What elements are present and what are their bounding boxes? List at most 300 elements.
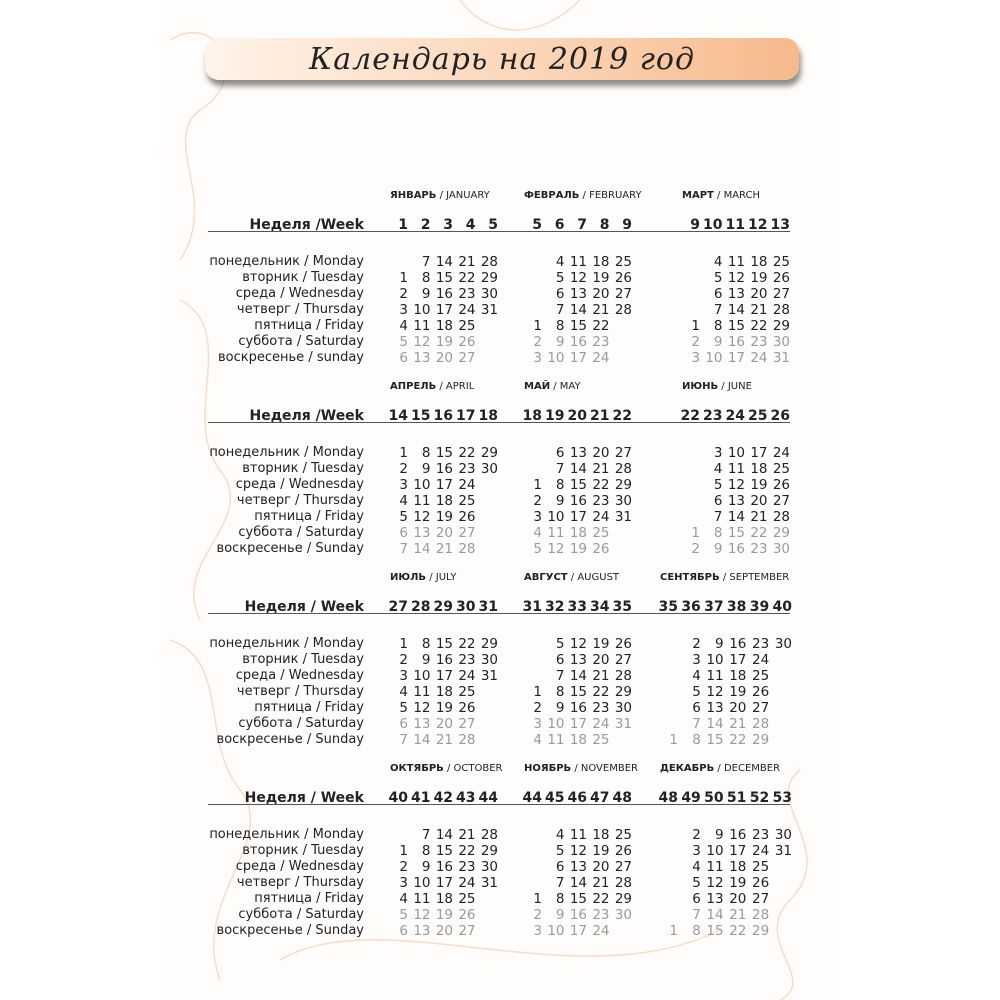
week-number: 48 xyxy=(658,790,678,806)
day-number: 16 xyxy=(569,907,587,923)
day-number: 11 xyxy=(547,732,565,748)
day-number: 3 xyxy=(533,350,542,366)
day-number: 13 xyxy=(413,716,431,732)
weekday-label: пятница / Friday xyxy=(254,700,364,715)
week-number: 32 xyxy=(545,599,565,615)
day-number: 22 xyxy=(729,923,747,939)
day-number: 23 xyxy=(752,827,770,843)
day-number: 15 xyxy=(569,684,587,700)
day-number: 26 xyxy=(592,541,610,557)
day-number: 15 xyxy=(435,270,453,286)
day-number: 11 xyxy=(413,684,431,700)
day-number: 15 xyxy=(706,732,724,748)
day-number: 30 xyxy=(614,907,632,923)
day-number: 18 xyxy=(750,461,768,477)
week-number: 36 xyxy=(681,599,701,615)
day-number: 12 xyxy=(413,509,431,525)
day-number: 7 xyxy=(555,302,565,318)
week-number: 50 xyxy=(704,790,724,806)
day-number: 17 xyxy=(569,509,587,525)
week-number: 27 xyxy=(388,599,408,615)
day-number: 7 xyxy=(399,732,408,748)
day-number: 17 xyxy=(569,350,587,366)
day-number: 1 xyxy=(533,318,542,334)
day-number: 23 xyxy=(458,461,476,477)
week-number: 53 xyxy=(772,790,792,806)
day-number: 21 xyxy=(458,827,476,843)
day-number: 6 xyxy=(399,525,408,541)
day-number: 6 xyxy=(692,891,701,907)
day-number: 14 xyxy=(435,254,453,270)
week-number: 2 xyxy=(420,217,431,233)
month-name-en: / MAY xyxy=(550,381,581,392)
day-number: 21 xyxy=(750,509,768,525)
day-number: 2 xyxy=(399,286,408,302)
month-name-en: / JANUARY xyxy=(436,190,490,201)
day-number: 4 xyxy=(713,254,723,270)
day-number: 10 xyxy=(413,668,431,684)
day-number: 20 xyxy=(592,286,610,302)
weekday-label: понедельник / Monday xyxy=(209,636,364,651)
week-number: 44 xyxy=(522,790,542,806)
day-number: 13 xyxy=(569,286,587,302)
week-number: 18 xyxy=(522,408,542,424)
day-number: 23 xyxy=(458,859,476,875)
day-number: 23 xyxy=(592,700,610,716)
day-number: 7 xyxy=(421,827,431,843)
day-number: 7 xyxy=(555,668,565,684)
day-number: 10 xyxy=(547,923,565,939)
day-number: 4 xyxy=(399,318,408,334)
day-number: 20 xyxy=(435,525,453,541)
day-number: 11 xyxy=(706,859,724,875)
day-number: 1 xyxy=(533,477,542,493)
day-number: 16 xyxy=(569,493,587,509)
day-number: 21 xyxy=(729,907,747,923)
day-number: 14 xyxy=(569,875,587,891)
day-number: 9 xyxy=(715,636,724,652)
day-number: 25 xyxy=(458,493,476,509)
week-number: 12 xyxy=(748,217,768,233)
day-number: 13 xyxy=(413,923,431,939)
week-number: 9 xyxy=(622,217,632,233)
weekday-label: среда / Wednesday xyxy=(235,477,364,492)
day-number: 15 xyxy=(435,636,453,652)
day-number: 4 xyxy=(399,684,408,700)
day-number: 24 xyxy=(752,652,770,668)
month-name-en: / SEPTEMBER xyxy=(719,572,790,583)
day-number: 3 xyxy=(691,350,700,366)
day-number: 24 xyxy=(592,923,610,939)
day-number: 17 xyxy=(729,652,747,668)
day-number: 9 xyxy=(713,334,723,350)
day-number: 12 xyxy=(727,270,745,286)
day-number: 5 xyxy=(399,334,408,350)
week-number: 30 xyxy=(456,599,476,615)
day-number: 18 xyxy=(569,525,587,541)
week-number: 24 xyxy=(725,408,745,424)
day-number: 28 xyxy=(752,716,770,732)
day-number: 16 xyxy=(435,461,453,477)
day-number: 6 xyxy=(555,286,565,302)
day-number: 25 xyxy=(752,859,770,875)
day-number: 29 xyxy=(772,318,790,334)
day-number: 9 xyxy=(555,493,565,509)
day-number: 20 xyxy=(592,859,610,875)
day-number: 4 xyxy=(533,732,542,748)
day-number: 12 xyxy=(569,636,587,652)
day-number: 16 xyxy=(435,652,453,668)
day-number: 12 xyxy=(413,700,431,716)
month-name-ru: НОЯБРЬ xyxy=(524,763,572,774)
day-number: 14 xyxy=(706,907,724,923)
day-number: 9 xyxy=(713,541,723,557)
day-number: 19 xyxy=(592,270,610,286)
month-title xyxy=(660,763,780,774)
day-number: 3 xyxy=(533,509,542,525)
day-number: 10 xyxy=(547,509,565,525)
day-number: 7 xyxy=(555,875,565,891)
day-number: 9 xyxy=(555,700,565,716)
day-number: 25 xyxy=(614,254,632,270)
day-number: 20 xyxy=(750,286,768,302)
day-number: 2 xyxy=(692,827,701,843)
day-number: 20 xyxy=(729,891,747,907)
day-number: 2 xyxy=(533,700,542,716)
day-number: 28 xyxy=(480,827,498,843)
day-number: 29 xyxy=(614,891,632,907)
week-number: 25 xyxy=(748,408,768,424)
day-number: 18 xyxy=(435,891,453,907)
weekday-label: вторник / Tuesday xyxy=(242,843,364,858)
month-name-ru: ИЮЛЬ xyxy=(390,572,427,583)
day-number: 13 xyxy=(569,652,587,668)
month-name-ru: СЕНТЯБРЬ xyxy=(660,572,720,583)
week-number: 38 xyxy=(726,599,747,615)
day-number: 16 xyxy=(435,859,453,875)
day-number: 22 xyxy=(592,318,610,334)
day-number: 1 xyxy=(533,684,542,700)
day-number: 17 xyxy=(435,875,453,891)
week-number: 48 xyxy=(612,790,632,806)
day-number: 19 xyxy=(750,477,768,493)
day-number: 7 xyxy=(555,461,565,477)
day-number: 24 xyxy=(458,477,476,493)
day-number: 29 xyxy=(752,923,770,939)
week-number: 20 xyxy=(567,408,587,424)
day-number: 10 xyxy=(706,652,724,668)
day-number: 5 xyxy=(399,509,408,525)
day-number: 11 xyxy=(569,254,587,270)
day-number: 25 xyxy=(592,525,610,541)
day-number: 18 xyxy=(569,732,587,748)
month-name-ru: ФЕВРАЛЬ xyxy=(524,190,580,201)
month-title xyxy=(390,763,502,774)
week-number: 18 xyxy=(478,408,498,424)
day-number: 19 xyxy=(729,684,747,700)
day-number: 4 xyxy=(399,891,408,907)
day-number: 9 xyxy=(421,859,431,875)
day-number: 20 xyxy=(435,716,453,732)
day-number: 20 xyxy=(592,445,610,461)
day-number: 18 xyxy=(592,254,610,270)
day-number: 17 xyxy=(435,302,453,318)
weekday-label: воскресенье / Sunday xyxy=(216,923,364,938)
day-number: 15 xyxy=(435,445,453,461)
week-number: 52 xyxy=(749,790,770,806)
day-number: 19 xyxy=(435,334,453,350)
day-number: 8 xyxy=(692,923,701,939)
day-number: 11 xyxy=(413,318,431,334)
day-number: 30 xyxy=(774,827,792,843)
day-number: 9 xyxy=(555,907,565,923)
day-number: 24 xyxy=(592,350,610,366)
day-number: 19 xyxy=(592,843,610,859)
day-number: 14 xyxy=(569,668,587,684)
month-name-en: / JULY xyxy=(426,572,457,583)
day-number: 5 xyxy=(692,875,701,891)
week-number: 31 xyxy=(478,599,498,615)
day-number: 16 xyxy=(569,700,587,716)
day-number: 30 xyxy=(614,700,632,716)
day-number: 1 xyxy=(399,445,408,461)
day-number: 18 xyxy=(435,493,453,509)
day-number: 21 xyxy=(592,461,610,477)
week-number: 21 xyxy=(590,408,610,424)
day-number: 7 xyxy=(692,716,701,732)
day-number: 6 xyxy=(692,700,701,716)
day-number: 10 xyxy=(706,843,724,859)
week-number: 31 xyxy=(522,599,542,615)
day-number: 12 xyxy=(569,270,587,286)
day-number: 11 xyxy=(547,525,565,541)
day-number: 12 xyxy=(547,541,565,557)
weekday-label: пятница / Friday xyxy=(254,509,364,524)
month-name-en: / NOVEMBER xyxy=(571,763,638,774)
month-name-en: / DECEMBER xyxy=(714,763,781,774)
week-label: Неделя /Week xyxy=(249,217,364,233)
day-number: 27 xyxy=(614,286,632,302)
week-number: 35 xyxy=(612,599,632,615)
day-number: 26 xyxy=(752,875,770,891)
day-number: 2 xyxy=(533,907,542,923)
week-label: Неделя / Week xyxy=(244,790,364,806)
day-number: 28 xyxy=(614,668,632,684)
day-number: 24 xyxy=(458,875,476,891)
day-number: 22 xyxy=(750,318,768,334)
month-name-ru: АВГУСТ xyxy=(524,572,568,583)
day-number: 14 xyxy=(413,732,431,748)
week-number: 5 xyxy=(532,217,542,233)
month-title xyxy=(682,381,752,392)
day-number: 23 xyxy=(752,636,770,652)
day-number: 2 xyxy=(399,461,408,477)
weekday-label: понедельник / Monday xyxy=(209,827,364,842)
day-number: 13 xyxy=(727,286,745,302)
week-number: 46 xyxy=(567,790,587,806)
day-number: 10 xyxy=(413,875,431,891)
week-number: 6 xyxy=(554,217,565,233)
day-number: 3 xyxy=(399,875,408,891)
day-number: 27 xyxy=(458,923,476,939)
weekday-label: пятница / Friday xyxy=(254,318,364,333)
week-number: 7 xyxy=(577,217,587,233)
week-number: 5 xyxy=(488,217,498,233)
month-name-en: / MARCH xyxy=(713,190,760,201)
day-number: 23 xyxy=(592,907,610,923)
day-number: 22 xyxy=(592,684,610,700)
day-number: 31 xyxy=(480,668,498,684)
day-number: 27 xyxy=(614,445,632,461)
day-number: 26 xyxy=(458,334,476,350)
day-number: 22 xyxy=(458,445,476,461)
day-number: 2 xyxy=(399,859,408,875)
day-number: 1 xyxy=(691,525,700,541)
day-number: 5 xyxy=(713,270,723,286)
week-number: 49 xyxy=(681,790,701,806)
day-number: 1 xyxy=(691,318,700,334)
calendar-block xyxy=(0,381,1000,561)
day-number: 15 xyxy=(435,843,453,859)
month-name-ru: ОКТЯБРЬ xyxy=(390,763,444,774)
day-number: 1 xyxy=(669,732,678,748)
day-number: 7 xyxy=(713,302,723,318)
day-number: 27 xyxy=(752,700,770,716)
day-number: 24 xyxy=(592,509,610,525)
day-number: 2 xyxy=(533,493,542,509)
week-label: Неделя /Week xyxy=(249,408,364,424)
day-number: 22 xyxy=(750,525,768,541)
week-number: 22 xyxy=(680,408,700,424)
weekday-label: четверг / Thursday xyxy=(236,875,364,890)
month-name-en: / AUGUST xyxy=(567,572,620,583)
day-number: 8 xyxy=(421,636,431,652)
day-number: 13 xyxy=(569,445,587,461)
day-number: 25 xyxy=(458,684,476,700)
day-number: 18 xyxy=(435,318,453,334)
day-number: 19 xyxy=(592,636,610,652)
day-number: 3 xyxy=(533,716,542,732)
day-number: 1 xyxy=(533,891,542,907)
day-number: 30 xyxy=(772,334,790,350)
day-number: 30 xyxy=(774,636,792,652)
day-number: 24 xyxy=(750,350,768,366)
day-number: 2 xyxy=(691,541,700,557)
weekday-label: суббота / Saturday xyxy=(238,334,364,349)
month-title xyxy=(524,572,619,583)
day-number: 16 xyxy=(727,334,745,350)
day-number: 26 xyxy=(772,477,790,493)
day-number: 21 xyxy=(592,668,610,684)
week-number: 9 xyxy=(690,217,700,233)
day-number: 3 xyxy=(692,652,701,668)
week-number: 14 xyxy=(388,408,408,424)
week-number: 8 xyxy=(599,217,610,233)
day-number: 8 xyxy=(713,318,723,334)
day-number: 16 xyxy=(729,827,747,843)
day-number: 18 xyxy=(435,684,453,700)
day-number: 30 xyxy=(480,652,498,668)
day-number: 19 xyxy=(750,270,768,286)
day-number: 6 xyxy=(555,652,565,668)
weekday-label: среда / Wednesday xyxy=(235,286,364,301)
day-number: 26 xyxy=(614,843,632,859)
day-number: 27 xyxy=(458,525,476,541)
week-number: 33 xyxy=(567,599,587,615)
month-title xyxy=(660,572,789,583)
day-number: 9 xyxy=(421,286,431,302)
day-number: 24 xyxy=(772,445,790,461)
day-number: 7 xyxy=(713,509,723,525)
title-banner xyxy=(205,38,799,80)
day-number: 29 xyxy=(614,477,632,493)
day-number: 17 xyxy=(435,668,453,684)
day-number: 18 xyxy=(729,668,747,684)
day-number: 4 xyxy=(399,493,408,509)
day-number: 11 xyxy=(413,493,431,509)
day-number: 19 xyxy=(435,509,453,525)
month-title xyxy=(524,763,638,774)
week-number: 4 xyxy=(465,217,476,233)
day-number: 14 xyxy=(706,716,724,732)
day-number: 13 xyxy=(413,350,431,366)
day-number: 8 xyxy=(555,891,565,907)
weekday-label: четверг / Thursday xyxy=(236,684,364,699)
calendar-block xyxy=(0,190,1000,370)
day-number: 14 xyxy=(413,541,431,557)
day-number: 26 xyxy=(458,907,476,923)
day-number: 22 xyxy=(592,477,610,493)
day-number: 9 xyxy=(421,652,431,668)
calendar-block xyxy=(0,572,1000,752)
day-number: 28 xyxy=(614,875,632,891)
day-number: 13 xyxy=(727,493,745,509)
day-number: 16 xyxy=(435,286,453,302)
day-number: 31 xyxy=(614,509,632,525)
day-number: 8 xyxy=(555,477,565,493)
day-number: 28 xyxy=(458,732,476,748)
weekday-label: четверг / Thursday xyxy=(236,302,364,317)
day-number: 2 xyxy=(399,652,408,668)
day-number: 9 xyxy=(421,461,431,477)
day-number: 10 xyxy=(727,445,745,461)
day-number: 16 xyxy=(729,636,747,652)
day-number: 23 xyxy=(592,493,610,509)
day-number: 5 xyxy=(399,700,408,716)
week-number: 44 xyxy=(478,790,498,806)
day-number: 29 xyxy=(480,636,498,652)
day-number: 14 xyxy=(727,302,745,318)
week-number: 23 xyxy=(703,408,723,424)
calendar-block xyxy=(0,763,1000,943)
day-number: 14 xyxy=(569,461,587,477)
month-title xyxy=(524,381,581,392)
day-number: 4 xyxy=(555,827,565,843)
month-title xyxy=(390,190,490,201)
month-name-en: / APRIL xyxy=(436,381,475,392)
day-number: 19 xyxy=(729,875,747,891)
day-number: 5 xyxy=(533,541,542,557)
day-number: 29 xyxy=(480,843,498,859)
day-number: 24 xyxy=(458,668,476,684)
day-number: 23 xyxy=(458,286,476,302)
day-number: 4 xyxy=(692,859,701,875)
day-number: 6 xyxy=(399,716,408,732)
day-number: 14 xyxy=(727,509,745,525)
day-number: 3 xyxy=(713,445,723,461)
day-number: 23 xyxy=(592,334,610,350)
day-number: 17 xyxy=(750,445,768,461)
